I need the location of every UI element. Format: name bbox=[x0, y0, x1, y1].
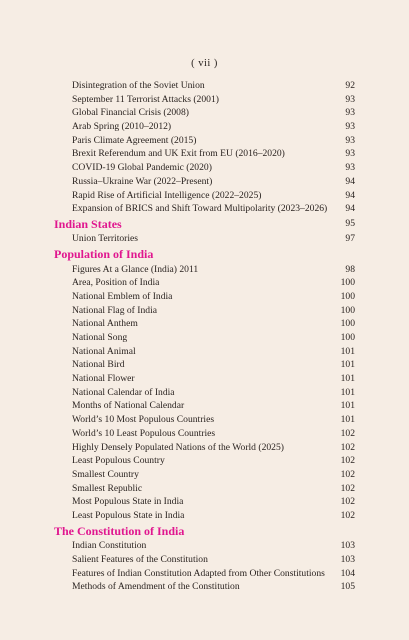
entry-page: 102 bbox=[340, 482, 355, 494]
toc-entry bbox=[0, 386, 409, 400]
toc-entry bbox=[0, 454, 409, 468]
entry-title: Rapid Rise of Artificial Intelligence (2022–2025) bbox=[72, 189, 262, 201]
entry-page: 93 bbox=[345, 93, 355, 105]
entry-title: National Flag of India bbox=[72, 304, 157, 316]
section-title: Population of India bbox=[54, 247, 154, 262]
toc-entry bbox=[0, 553, 409, 567]
entry-page: 94 bbox=[345, 175, 355, 187]
entry-title: National Song bbox=[72, 332, 128, 343]
entry-title: Smallest Country bbox=[72, 468, 139, 480]
toc-entry bbox=[0, 134, 409, 148]
entry-title: Methods of Amendment of the Constitution bbox=[72, 581, 240, 593]
intro-entries bbox=[0, 79, 409, 216]
toc-entry bbox=[0, 331, 409, 345]
page-number: ( vii ) bbox=[191, 58, 218, 69]
entry-page: 100 bbox=[340, 304, 355, 316]
entry-page: 101 bbox=[340, 386, 355, 398]
toc-entry bbox=[0, 317, 409, 331]
entry-title: Indian Constitution bbox=[72, 540, 147, 552]
section-title: Indian States bbox=[54, 216, 122, 231]
toc-entry bbox=[0, 441, 409, 455]
entry-title: National Emblem of India bbox=[72, 290, 173, 302]
entry-page: 102 bbox=[340, 427, 355, 439]
entry-page: 100 bbox=[340, 290, 355, 302]
entry-page: 101 bbox=[340, 400, 355, 412]
entry-page: 103 bbox=[340, 540, 355, 552]
entry-page: 93 bbox=[345, 107, 355, 119]
toc-entry bbox=[0, 413, 409, 427]
entry-title: Highly Densely Populated Nations of the World (2025) bbox=[72, 441, 284, 453]
toc-entry bbox=[0, 567, 409, 581]
entry-title: National Bird bbox=[72, 359, 125, 371]
entry-page: 102 bbox=[340, 496, 355, 508]
entry-title: Smallest Republic bbox=[72, 482, 143, 494]
entry-title: National Animal bbox=[72, 345, 136, 357]
toc-entry bbox=[0, 232, 409, 246]
toc-entry bbox=[0, 276, 409, 290]
entry-title: COVID-19 Global Pandemic (2020) bbox=[72, 162, 212, 174]
toc-entry bbox=[0, 509, 409, 523]
table-of-contents bbox=[0, 79, 409, 594]
entry-page: 100 bbox=[340, 318, 355, 330]
toc-entry bbox=[0, 358, 409, 372]
entry-page: 93 bbox=[345, 121, 355, 133]
entry-page: 102 bbox=[340, 468, 355, 480]
toc-entry bbox=[0, 482, 409, 496]
entry-page: 101 bbox=[340, 373, 355, 385]
entry-page: 101 bbox=[340, 345, 355, 357]
entry-page: 102 bbox=[340, 455, 355, 467]
toc-entry bbox=[0, 345, 409, 359]
toc-entry bbox=[0, 495, 409, 509]
entry-title: Disintegration of the Soviet Union bbox=[72, 80, 205, 91]
entry-page: 97 bbox=[345, 233, 355, 245]
entry-page: 94 bbox=[345, 189, 355, 201]
entry-title: September 11 Terrorist Attacks (2001) bbox=[72, 93, 219, 105]
entry-title: Least Populous State in India bbox=[72, 509, 185, 521]
toc-entry bbox=[0, 372, 409, 386]
entry-title: Brexit Referendum and UK Exit from EU (2016–2020) bbox=[72, 148, 285, 160]
section-heading-constitution-of-india bbox=[0, 523, 409, 540]
entry-page: 101 bbox=[340, 359, 355, 371]
entry-page: 102 bbox=[340, 441, 355, 453]
entry-title: Expansion of BRICS and Shift Toward Multipolarity (2023–2026) bbox=[72, 203, 328, 215]
toc-entry bbox=[0, 147, 409, 161]
toc-entry bbox=[0, 580, 409, 594]
toc-entry bbox=[0, 304, 409, 318]
entry-title: World’s 10 Least Populous Countries bbox=[72, 427, 216, 439]
toc-entry bbox=[0, 399, 409, 413]
toc-entry bbox=[0, 263, 409, 277]
toc-entry bbox=[0, 120, 409, 134]
section-heading-population-of-india bbox=[0, 246, 409, 263]
entry-page: 93 bbox=[345, 134, 355, 146]
entry-title: Union Territories bbox=[72, 233, 139, 245]
toc-entry bbox=[0, 189, 409, 203]
toc-entry bbox=[0, 539, 409, 553]
entry-title: Global Financial Crisis (2008) bbox=[72, 107, 189, 119]
entry-title: Figures At a Glance (India) 2011 bbox=[72, 263, 199, 275]
toc-entry bbox=[0, 93, 409, 107]
entry-page: 92 bbox=[345, 80, 355, 91]
toc-entry bbox=[0, 106, 409, 120]
section-page: 95 bbox=[345, 217, 355, 229]
toc-entry bbox=[0, 202, 409, 216]
entry-title: National Anthem bbox=[72, 318, 138, 330]
entry-page: 102 bbox=[340, 509, 355, 521]
entry-page: 101 bbox=[340, 414, 355, 426]
entry-page: 94 bbox=[345, 203, 355, 215]
entry-title: Paris Climate Agreement (2015) bbox=[72, 134, 197, 146]
entry-page: 98 bbox=[345, 263, 355, 275]
entry-title: World’s 10 Most Populous Countries bbox=[72, 414, 215, 426]
entry-title: National Flower bbox=[72, 373, 135, 385]
entry-page: 93 bbox=[345, 162, 355, 174]
entry-title: National Calendar of India bbox=[72, 386, 175, 398]
entry-title: Area, Position of India bbox=[72, 277, 160, 289]
toc-entry bbox=[0, 161, 409, 175]
section-title: The Constitution of India bbox=[54, 523, 185, 538]
entry-page: 93 bbox=[345, 148, 355, 160]
entry-title: Most Populous State in India bbox=[72, 496, 184, 508]
entry-title: Features of Indian Constitution Adapted from Other Constitutions bbox=[72, 567, 325, 579]
entry-title: Months of National Calendar bbox=[72, 400, 185, 412]
section-heading-indian-states bbox=[0, 216, 409, 233]
entry-page: 100 bbox=[340, 277, 355, 289]
entry-page: 103 bbox=[340, 553, 355, 565]
entry-page: 100 bbox=[340, 332, 355, 343]
entry-page: 104 bbox=[340, 567, 355, 579]
entry-title: Salient Features of the Constitution bbox=[72, 553, 208, 565]
toc-entry bbox=[0, 175, 409, 189]
toc-entry bbox=[0, 79, 409, 93]
toc-entry bbox=[0, 468, 409, 482]
entry-page: 105 bbox=[340, 581, 355, 593]
toc-entry bbox=[0, 290, 409, 304]
entry-title: Arab Spring (2010–2012) bbox=[72, 121, 172, 133]
entry-title: Russia–Ukraine War (2022–Present) bbox=[72, 175, 213, 187]
entry-title: Least Populous Country bbox=[72, 455, 165, 467]
toc-entry bbox=[0, 427, 409, 441]
